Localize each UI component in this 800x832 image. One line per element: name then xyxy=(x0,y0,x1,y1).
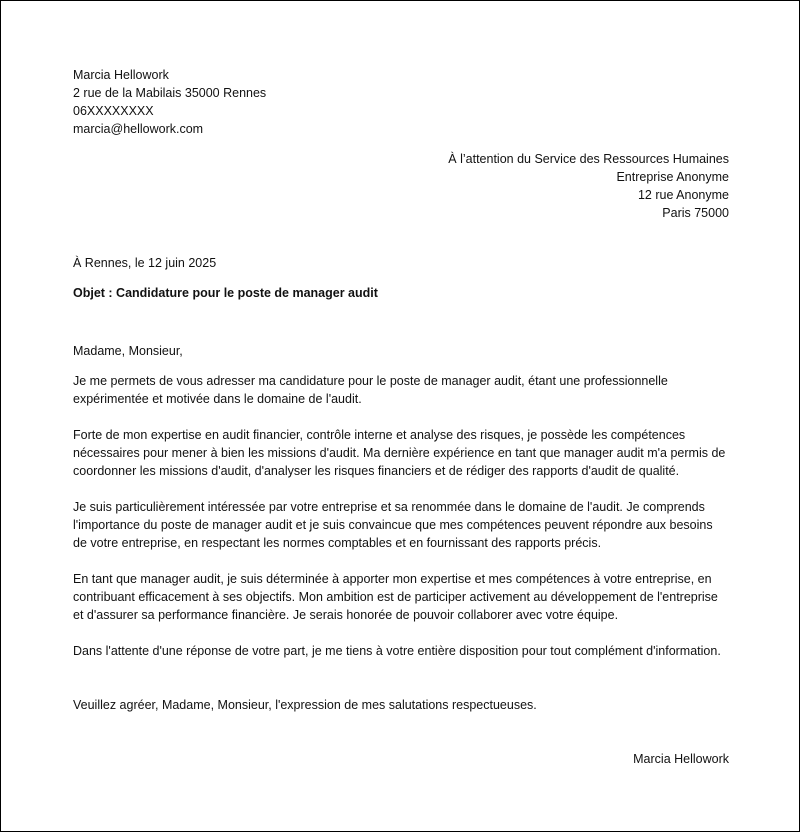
paragraph-4 xyxy=(73,570,729,624)
paragraph-text: En tant que manager audit, je suis déterminée à apporter mon expertise et mes compétences à votre entreprise, en contribuant efficacement à ses objectifs. Mon ambition est de participer activement au développement de l'entreprise et d'assurer sa performance financière. Je serais honorée de pouvoir collaborer avec votre équipe. xyxy=(73,572,718,622)
sender-block xyxy=(73,66,729,138)
paragraph-1 xyxy=(73,372,729,408)
recipient-attention: À l’attention du Service des Ressources Humaines xyxy=(448,152,729,166)
paragraph-text: Je me permets de vous adresser ma candidature pour le poste de manager audit, étant une professionnelle expérimentée et motivée dans le domaine de l'audit. xyxy=(73,374,668,406)
paragraph-text: Je suis particulièrement intéressée par votre entreprise et sa renommée dans le domaine de l'audit. Je comprends l'importance du poste de manager audit et je suis convaincue que mes compétences peuvent répondre aux besoins de votre entreprise, en respectant les normes comptables et en fournissant des rapports précis. xyxy=(73,500,713,550)
signature-block xyxy=(73,750,729,768)
sender-phone: 06XXXXXXXX xyxy=(73,104,154,118)
sender-name: Marcia Hellowork xyxy=(73,68,169,82)
paragraph-text: Dans l'attente d'une réponse de votre part, je me tiens à votre entière disposition pour tout complément d'information. xyxy=(73,644,721,658)
salutation-text: Madame, Monsieur, xyxy=(73,344,183,358)
recipient-street: 12 rue Anonyme xyxy=(637,188,729,202)
signature-name: Marcia Hellowork xyxy=(633,752,729,766)
paragraph-text: Veuillez agréer, Madame, Monsieur, l'expression de mes salutations respectueuses. xyxy=(73,698,537,712)
paragraph-text: Forte de mon expertise en audit financier, contrôle interne et analyse des risques, je possède les compétences nécessaires pour mener à bien les missions d'audit. Ma dernière expérience en tant que manager audit m'a permis de coordonner les missions d'audit, d'analyser les risques financiers et de rédiger des rapports d'audit de qualité. xyxy=(73,428,726,478)
paragraph-2 xyxy=(73,426,729,480)
subject-text: Objet : Candidature pour le poste de manager audit xyxy=(73,286,378,300)
closing-paragraph xyxy=(73,696,729,714)
paragraph-3 xyxy=(73,498,729,552)
recipient-city: Paris 75000 xyxy=(662,206,729,220)
recipient-block xyxy=(73,150,729,222)
salutation xyxy=(73,342,729,360)
paragraph-5 xyxy=(73,642,729,660)
date-text: À Rennes, le 12 juin 2025 xyxy=(73,256,217,270)
date-line xyxy=(73,254,729,272)
recipient-company: Entreprise Anonyme xyxy=(616,170,729,184)
subject-line xyxy=(73,284,729,302)
sender-email: marcia@hellowork.com xyxy=(73,122,204,136)
sender-address: 2 rue de la Mabilais 35000 Rennes xyxy=(73,86,267,100)
